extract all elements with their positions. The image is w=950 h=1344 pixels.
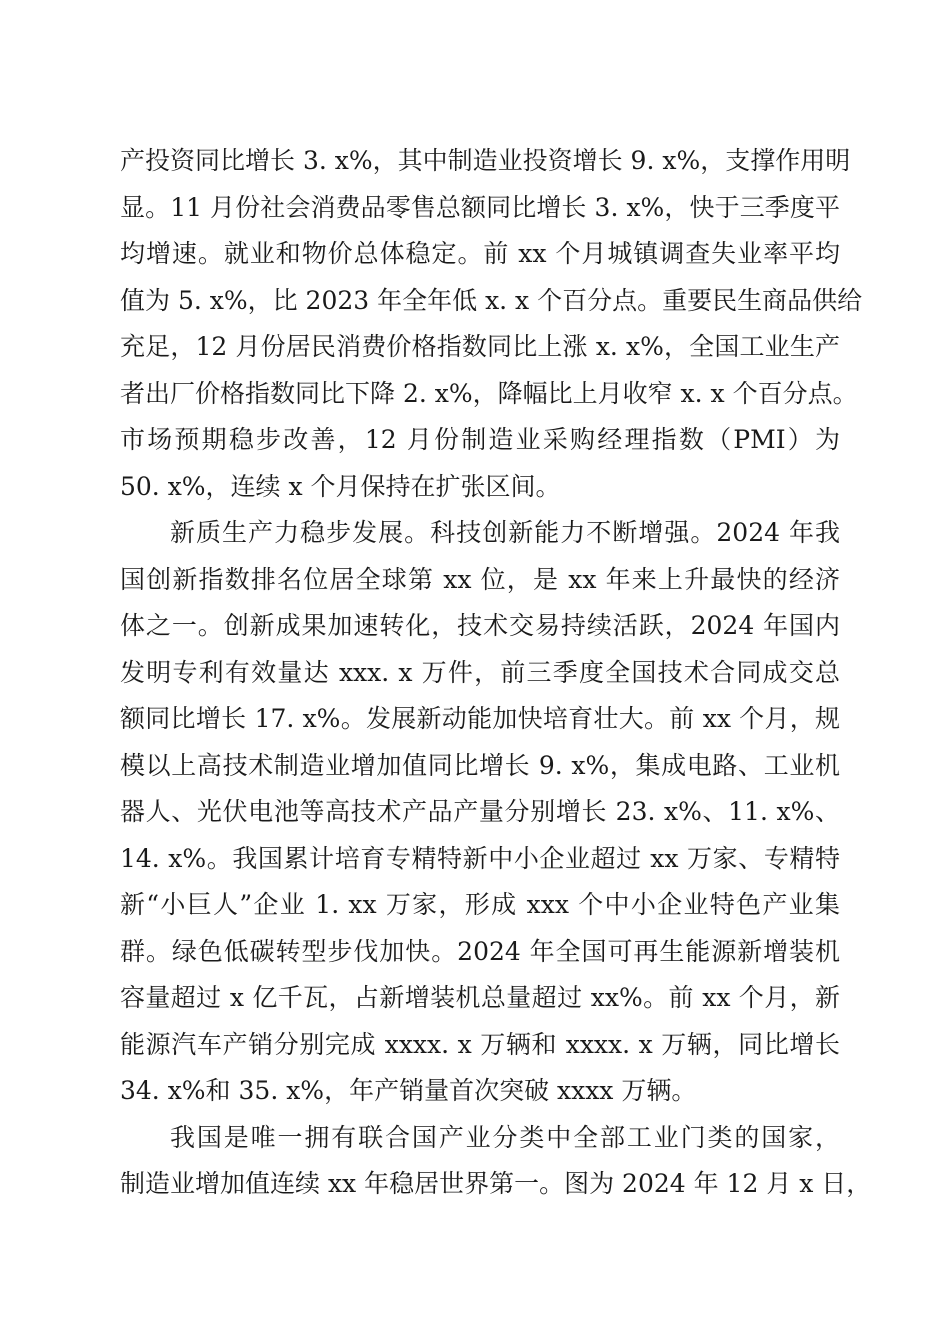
paragraph-economy-indicators xyxy=(120,138,863,510)
paragraph-new-productive-forces xyxy=(120,510,840,1115)
text-line: 我国是唯一拥有联合国产业分类中全部工业门类的国家， xyxy=(170,1122,840,1152)
document-body xyxy=(120,138,872,1208)
text-line: 14. x%。我国累计培育专精特新中小企业超过 xx 万家、专精特 xyxy=(120,843,840,873)
text-line: 容量超过 x 亿千瓦，占新增装机总量超过 xx%。前 xx 个月，新 xyxy=(120,983,840,1012)
text-line: 市场预期稳步改善，12 月份制造业采购经理指数（PMI）为 xyxy=(120,425,840,454)
text-line: 新“小巨人”企业 1. xx 万家，形成 xxx 个中小企业特色产业集 xyxy=(120,890,840,919)
text-line: 新质生产力稳步发展。科技创新能力不断增强。2024 年我 xyxy=(170,518,840,547)
text-line: 国创新指数排名位居全球第 xx 位，是 xx 年来上升最快的经济 xyxy=(120,564,840,594)
text-line: 34. x%和 35. x%，年产销量首次突破 xxxx 万辆。 xyxy=(120,1076,697,1105)
text-line: 产投资同比增长 3. x%，其中制造业投资增长 9. x%，支撑作用明 xyxy=(120,146,851,175)
text-line: 充足，12 月份居民消费价格指数同比上涨 x. x%，全国工业生产 xyxy=(120,332,840,361)
paragraph-manufacturing xyxy=(120,1115,872,1208)
text-line: 能源汽车产销分别完成 xxxx. x 万辆和 xxxx. x 万辆，同比增长 xyxy=(120,1029,840,1059)
text-line: 制造业增加值连续 xx 年稳居世界第一。图为 2024 年 12 月 x 日， xyxy=(120,1169,872,1198)
text-line: 额同比增长 17. x%。发展新动能加快培育壮大。前 xx 个月，规 xyxy=(120,704,840,733)
text-line: 体之一。创新成果加速转化，技术交易持续活跃，2024 年国内 xyxy=(120,611,840,640)
text-line: 50. x%，连续 x 个月保持在扩张区间。 xyxy=(120,471,561,501)
text-line: 者出厂价格指数同比下降 2. x%，降幅比上月收窄 x. x 个百分点。 xyxy=(120,378,858,408)
text-line: 发明专利有效量达 xxx. x 万件，前三季度全国技术合同成交总 xyxy=(120,657,840,687)
text-line: 模以上高技术制造业增加值同比增长 9. x%，集成电路、工业机 xyxy=(120,750,840,780)
text-line: 群。绿色低碳转型步伐加快。2024 年全国可再生能源新增装机 xyxy=(120,936,840,966)
text-line: 均增速。就业和物价总体稳定。前 xx 个月城镇调查失业率平均 xyxy=(120,239,840,268)
text-line: 显。11 月份社会消费品零售总额同比增长 3. x%，快于三季度平 xyxy=(120,192,840,222)
text-line: 器人、光伏电池等高技术产品产量分别增长 23. x%、11. x%、 xyxy=(120,797,840,826)
text-line: 值为 5. x%，比 2023 年全年低 x. x 个百分点。重要民生商品供给 xyxy=(120,285,863,315)
